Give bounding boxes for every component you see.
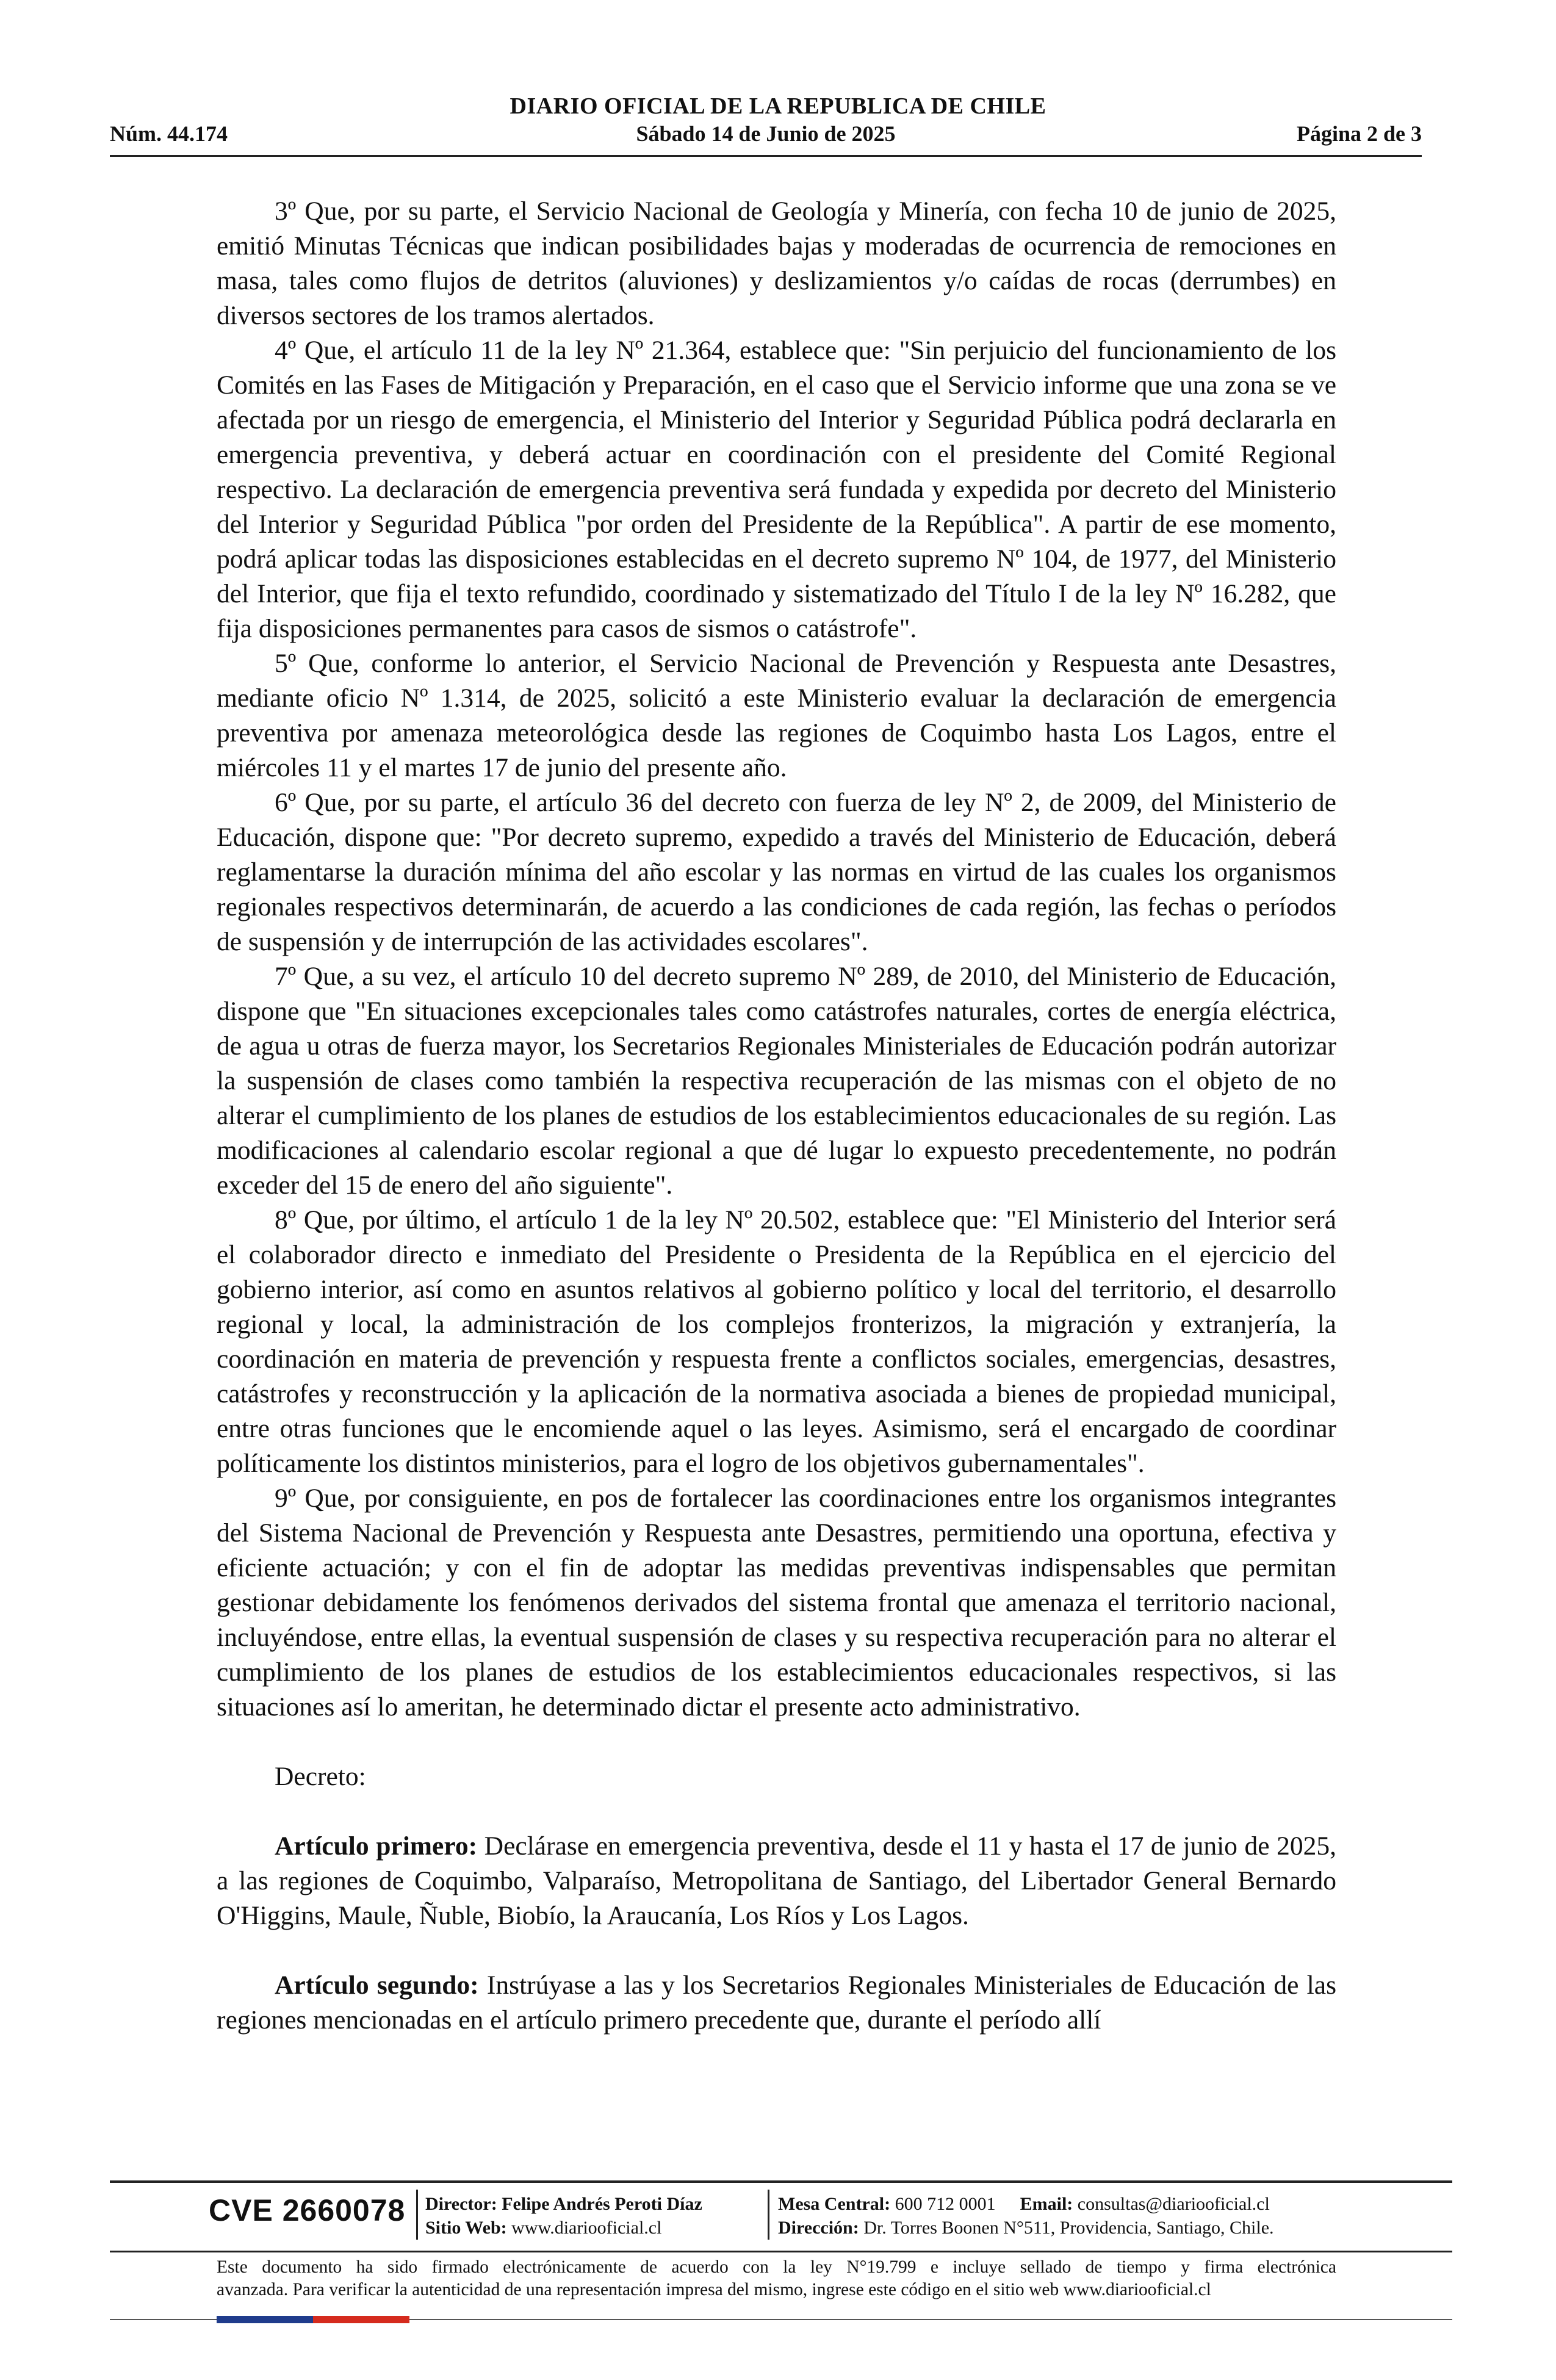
paragraph-considerando-5: 5º Que, conforme lo anterior, el Servicio Nacional de Prevención y Respuesta ante Desastres, mediante oficio Nº 1.314, de 2025, solicitó a este Ministerio evaluar la declaración de emergencia preventiva por amenaza meteorológica desde las regiones de Coquimbo hasta Los Lagos, entre el miércoles 11 y el martes 17 de junio del presente año.: [217, 649, 1336, 782]
flag-blue-segment: [217, 2316, 313, 2323]
director-label: Director:: [425, 2194, 497, 2214]
paragraph-considerando-3: 3º Que, por su parte, el Servicio Nacional de Geología y Minería, con fecha 10 de junio de 2025, emitió Minutas Técnicas que indican posibilidades bajas y moderadas de ocurrencia de remociones en masa, tales como flujos de detritos (aluviones) y deslizamientos y/o caídas de rocas (derrumbes) en diversos sectores de los tramos alertados.: [217, 197, 1336, 330]
document-body: [217, 194, 1336, 2038]
signature-notice: [217, 2256, 1336, 2301]
article-second-text: Instrúyase a las y los Secretarios Regionales Ministeriales de Educación de las regiones mencionadas en el artículo primero precedente que, durante el período allí: [217, 1971, 1337, 2035]
decreto-label: Decreto:: [275, 1762, 366, 1791]
address-label: Dirección:: [778, 2218, 859, 2238]
paragraph-considerando-8: 8º Que, por último, el artículo 1 de la ley Nº 20.502, establece que: "El Ministerio del Interior será el colaborador directo e inmediato del Presidente o Presidenta de la República en el ejercicio del gobierno interior, así como en asuntos relativos al gobierno político y local del territorio, el desarrollo regional y local, la administración de los complejos fronterizos, la migración y extranjería, la coordinación en materia de prevención y respuesta frente a conflictos sociales, emergencias, desastres, catástrofes y reconstrucción y la aplicación de la normativa asociada a bienes de propiedad municipal, entre otras funciones que le encomiende aquel o las leyes. Asimismo, será el encargado de coordinar políticamente los distintos ministerios, para el logro de los objetivos gubernamentales".: [217, 1205, 1336, 1478]
flag-color-bar: [217, 2316, 409, 2323]
article-first-text: Declárase en emergencia preventiva, desde el 11 y hasta el 17 de junio de 2025, a las regiones de Coquimbo, Valparaíso, Metropolitana de Santiago, del Libertador General Bernardo O'Higgins, Maule, Ñuble, Biobío, la Araucanía, Los Ríos y Los Lagos.: [217, 1831, 1337, 1930]
flag-red-segment: [313, 2316, 409, 2323]
footer-director-block: [425, 2192, 702, 2240]
cve-code: CVE 2660078: [209, 2193, 406, 2227]
phone-number: 600 712 0001: [895, 2194, 996, 2214]
issue-date: Sábado 14 de Junio de 2025: [636, 121, 896, 146]
footer-divider-top: [110, 2180, 1452, 2183]
address-text: Dr. Torres Boonen N°511, Providencia, Santiago, Chile.: [863, 2218, 1274, 2238]
header-divider: [110, 155, 1422, 157]
article-second-heading: Artículo segundo:: [275, 1971, 479, 2000]
issue-number: Núm. 44.174: [110, 121, 228, 146]
article-first: [217, 1829, 1336, 1933]
footer-divider-middle: [110, 2251, 1452, 2252]
email-label: Email:: [1020, 2194, 1073, 2214]
article-first-heading: Artículo primero:: [275, 1831, 478, 1861]
website-label: Sitio Web:: [425, 2218, 507, 2238]
footer-separator: [768, 2190, 769, 2240]
signature-notice-line-2: avanzada. Para verificar la autenticidad de una representación impresa del mismo, ingrese este código en el sitio web www.diariooficial.cl: [217, 2280, 1211, 2299]
paragraph-considerando-6: 6º Que, por su parte, el artículo 36 del decreto con fuerza de ley Nº 2, de 2009, del Ministerio de Educación, dispone que: "Por decreto supremo, expedido a través del Ministerio de Educación, deberá reglamentarse la duración mínima del año escolar y las normas en virtud de las cuales los organismos regionales respectivos determinarán, de acuerdo a las condiciones de cada región, las fechas o períodos de suspensión y de interrupción de las actividades escolares".: [217, 788, 1336, 956]
director-name: Felipe Andrés Peroti Díaz: [502, 2194, 702, 2214]
signature-notice-line-1: Este documento ha sido firmado electrónicamente de acuerdo con la ley N°19.799 e incluye sellado de tiempo y firma electrónica: [217, 2257, 1336, 2277]
footer-separator: [416, 2190, 418, 2240]
website-link[interactable]: www.diariooficial.cl: [511, 2218, 662, 2238]
paragraph-considerando-4: 4º Que, el artículo 11 de la ley Nº 21.364, establece que: "Sin perjuicio del funcionamiento de los Comités en las Fases de Mitigación y Preparación, en el caso que el Servicio informe que una zona se ve afectada por un riesgo de emergencia, el Ministerio del Interior y Seguridad Pública podrá declararla en emergencia preventiva, y deberá actuar en coordinación con el presidente del Comité Regional respectivo. La declaración de emergencia preventiva será fundada y expedida por decreto del Ministerio del Interior y Seguridad Pública "por orden del Presidente de la República". A partir de ese momento, podrá aplicar todas las disposiciones establecidas en el decreto supremo Nº 104, de 1977, del Ministerio del Interior, que fija el texto refundido, coordinado y sistematizado del Título I de la ley Nº 16.282, que fija disposiciones permanentes para casos de sismos o catástrofe".: [217, 336, 1336, 643]
article-second: [217, 1968, 1336, 2038]
header-row: [110, 121, 1422, 151]
phone-label: Mesa Central:: [778, 2194, 891, 2214]
page-indicator: Página 2 de 3: [1296, 121, 1422, 146]
paragraph-considerando-7: 7º Que, a su vez, el artículo 10 del decreto supremo Nº 289, de 2010, del Ministerio de Educación, dispone que "En situaciones excepcionales tales como catástrofes naturales, cortes de energía eléctrica, de agua u otras de fuerza mayor, los Secretarios Regionales Ministeriales de Educación podrán autorizar la suspensión de clases como también la respectiva recuperación de las mismas con el objeto de no alterar el cumplimiento de los planes de estudios de los establecimientos educacionales de su región. Las modificaciones al calendario escolar regional a que dé lugar lo expuesto precedentemente, no podrán exceder del 15 de enero del año siguiente".: [217, 962, 1336, 1200]
paragraph-considerando-9: 9º Que, por consiguiente, en pos de fortalecer las coordinaciones entre los organismos integrantes del Sistema Nacional de Prevención y Respuesta ante Desastres, permitiendo una oportuna, efectiva y eficiente actuación; y con el fin de adoptar las medidas preventivas indispensables que permitan gestionar debidamente los fenómenos derivados del sistema frontal que amenaza el territorio nacional, incluyéndose, entre ellas, la eventual suspensión de clases y su respectiva recuperación para no alterar el cumplimiento de los planes de estudios de los establecimientos educacionales respectivos, si las situaciones así lo ameritan, he determinado dictar el presente acto administrativo.: [217, 1484, 1336, 1722]
footer-contact-block: [778, 2192, 1274, 2240]
email-link[interactable]: consultas@diariooficial.cl: [1077, 2194, 1270, 2214]
newspaper-title: DIARIO OFICIAL DE LA REPUBLICA DE CHILE: [510, 93, 1046, 119]
